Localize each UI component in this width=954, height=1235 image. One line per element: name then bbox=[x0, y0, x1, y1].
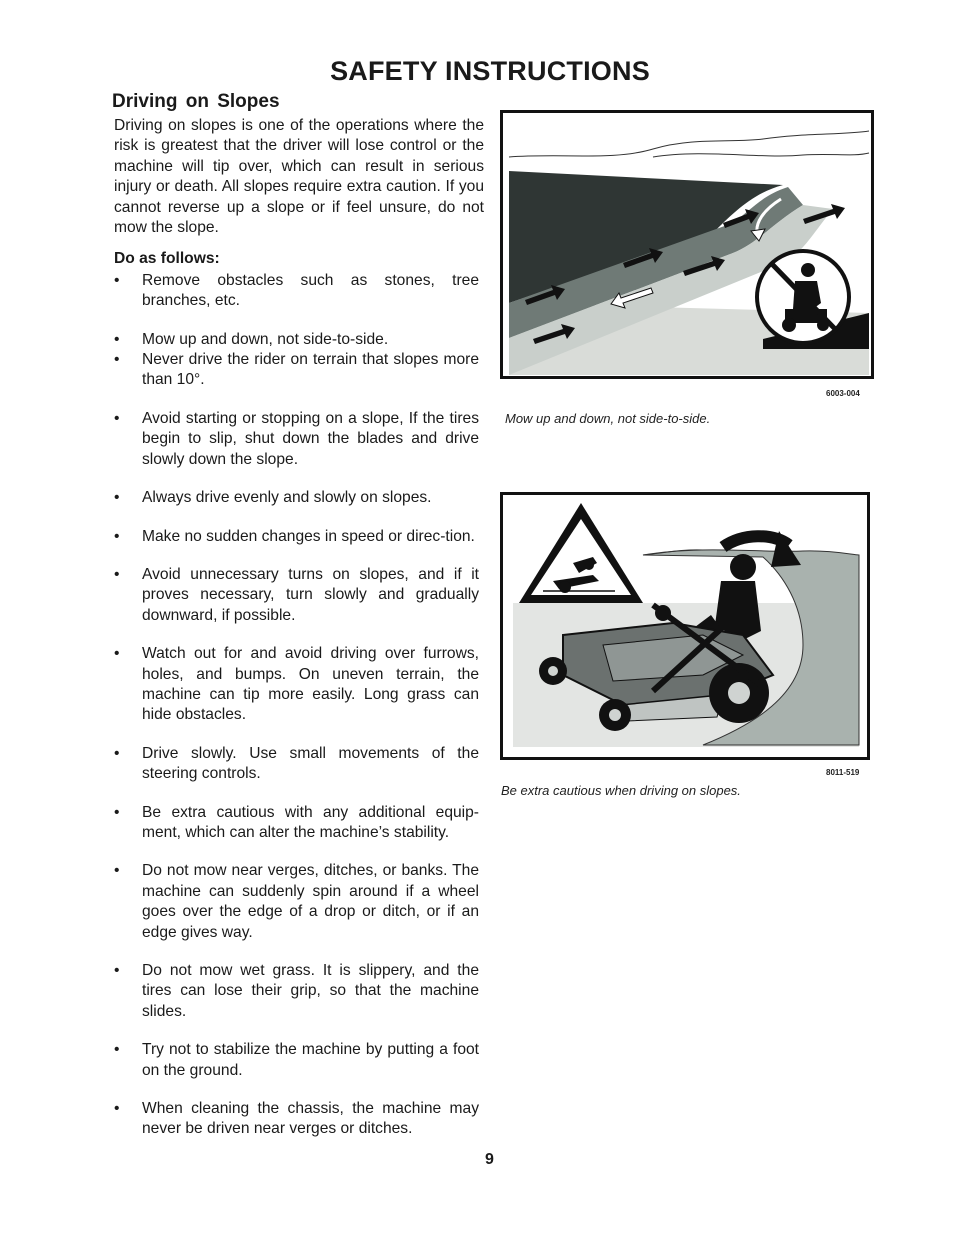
left-column bbox=[114, 116, 484, 1140]
figure-code: 6003-004 bbox=[826, 389, 860, 398]
list-item: • Try not to stabilize the machine by putting a foot on the ground. bbox=[114, 1040, 479, 1081]
list-item: • When cleaning the chassis, the machine may never be driven near verges or ditches. bbox=[114, 1099, 479, 1140]
list-item: • Remove obstacles such as stones, tree branches, etc. bbox=[114, 271, 479, 312]
figure-code: 8011-519 bbox=[826, 768, 860, 777]
slope-caution-illustration bbox=[500, 492, 870, 760]
list-item: • Do not mow near verges, ditches, or banks. The machine can suddenly spin around if a wheel goes over the edge of a drop or ditch, or if an edge gives way. bbox=[114, 861, 479, 943]
list-item: • Do not mow wet grass. It is slippery, and the tires can lose their grip, so that the machine slides. bbox=[114, 961, 479, 1022]
no-side-to-side-mowing-icon bbox=[757, 251, 849, 343]
list-item: • Make no sudden changes in speed or direc-tion. bbox=[114, 527, 479, 547]
list-item: • Avoid starting or stopping on a slope, If the tires begin to slip, shut down the blades and drive slowly down the slope. bbox=[114, 409, 479, 470]
intro-paragraph: Driving on slopes is one of the operations where the risk is greatest that the driver will lose control or the machine will tip over, which can result in serious injury or death. All slopes require extra caution. If you cannot reverse up a slope or if feel unsure, do not mow the slope. bbox=[114, 117, 484, 237]
list-item: • Never drive the rider on terrain that slopes more than 10°. bbox=[114, 350, 479, 391]
list-item: • Always drive evenly and slowly on slopes. bbox=[114, 488, 479, 508]
list-item: • Mow up and down, not side-to-side. bbox=[114, 330, 479, 350]
section-title: Driving on Slopes bbox=[112, 91, 280, 112]
page-title: SAFETY INSTRUCTIONS bbox=[330, 56, 650, 86]
figure-caption: Mow up and down, not side-to-side. bbox=[505, 411, 711, 426]
list-item: • Avoid unnecessary turns on slopes, and if it proves necessary, turn slowly and gradually downward, if possible. bbox=[114, 565, 479, 626]
list-item: • Be extra cautious with any additional equip-ment, which can alter the machine’s stability. bbox=[114, 803, 479, 844]
list-item: • Watch out for and avoid driving over furrows, holes, and bumps. On uneven terrain, the machine can tip more easily. Long grass can hide obstacles. bbox=[114, 644, 479, 726]
slope-mowing-illustration bbox=[500, 110, 874, 379]
do-as-follows-heading: Do as follows: bbox=[114, 250, 220, 268]
list-item: • Drive slowly. Use small movements of the steering controls. bbox=[114, 744, 479, 785]
page-number: 9 bbox=[485, 1151, 494, 1168]
figure-caption: Be extra cautious when driving on slopes. bbox=[501, 783, 741, 798]
safety-bullet-list bbox=[114, 271, 479, 1140]
